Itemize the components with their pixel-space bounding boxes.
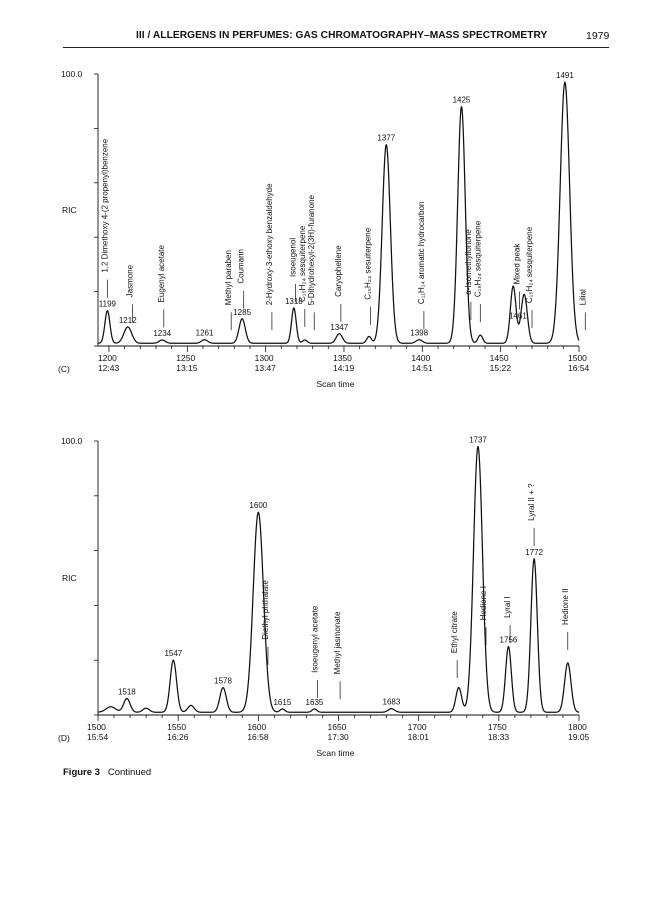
compound-annotation: 1,2 Dimethoxy 4-(2 propenyl)benzene: [100, 138, 110, 273]
peak-label: 1635: [305, 697, 324, 707]
peak-label: 1377: [377, 133, 396, 143]
x-tick-label-scan: 1650: [327, 722, 347, 732]
compound-annotation: Eugenyl acetate: [156, 245, 166, 303]
peak-label: 1547: [164, 649, 183, 659]
peak-label: 1285: [233, 307, 252, 317]
x-tick-label-scan: 1500: [568, 353, 587, 363]
peak-label: 1600: [249, 501, 268, 511]
peak-label: 1199: [98, 299, 117, 309]
x-tick-label-time: 13:15: [176, 363, 198, 373]
x-tick-label-time: 14:19: [332, 363, 355, 373]
compound-annotation: Hedione II: [560, 588, 570, 625]
x-tick-label-scan: 1700: [407, 722, 427, 732]
x-tick-label-scan: 1800: [568, 722, 587, 732]
caption-label: Figure 3: [63, 767, 100, 778]
compound-annotation: C₁₅H₂₄ sesquiterpene: [473, 220, 483, 298]
compound-annotation: Coumarin: [236, 248, 246, 284]
x-tick-label-time: 17:30: [327, 732, 349, 742]
peak-label: 1615: [273, 697, 292, 707]
compound-annotation: Methyl paraben: [224, 250, 234, 306]
peak-label: 1318: [284, 296, 303, 306]
panel-label: (C): [58, 364, 70, 374]
header-rule: [63, 47, 609, 48]
x-tick-label-time: 19:05: [568, 732, 590, 742]
peak-label: 1578: [214, 676, 232, 686]
x-tick-label-scan: 1550: [167, 722, 187, 732]
peak-label: 1261: [195, 328, 214, 338]
compound-annotation: Methyl jasmonate: [333, 611, 343, 675]
x-tick-label-time: 18:01: [407, 732, 429, 742]
compound-annotation: Ethyl citrate: [450, 611, 460, 654]
peak-label: 1212: [118, 315, 137, 325]
peak-label: 1398: [410, 328, 429, 338]
x-tick-label-time: 12:43: [97, 363, 120, 373]
peak-label: 1683: [382, 697, 401, 707]
x-tick-label-time: 15:22: [489, 363, 511, 373]
x-tick-label-time: 16:58: [247, 732, 269, 742]
compound-annotation: Lyral II + ?: [527, 483, 537, 521]
chromatogram-trace: [98, 82, 579, 343]
x-tick-label-time: 16:54: [568, 363, 590, 373]
compound-annotation: Mixed peak: [512, 243, 522, 285]
peak-label: 1461: [508, 311, 527, 321]
page-header: [0, 0, 668, 50]
compound-annotation: Isoeugenyl acetate: [310, 605, 320, 673]
running-header-title: III / ALLERGENS IN PERFUMES: GAS CHROMATOGRAPHY–MASS SPECTROMETRY: [136, 30, 548, 41]
chromatogram-panel-c: [0, 60, 668, 410]
compound-annotation: C₁₅H₂₄ sesquiterpene: [524, 226, 534, 304]
y-axis-label: RIC: [62, 573, 77, 583]
compound-annotation: Lilial: [578, 289, 588, 306]
chromatogram-panel-d: [0, 425, 668, 765]
compound-annotation: Lyral I: [503, 596, 513, 618]
compound-annotation: C₁₁H₁₄ aromatic hydrocarbon: [416, 201, 426, 305]
x-tick-label-scan: 1600: [247, 722, 267, 732]
compound-annotation: Isoeugenol: [288, 237, 298, 277]
peak-label: 1347: [330, 322, 349, 332]
caption-text: Continued: [107, 767, 152, 778]
peak-label: 1518: [117, 687, 136, 697]
figure-caption: [63, 767, 151, 778]
compound-annotation: 5-Dihydrohexyl-2(3H)-furanone: [307, 194, 317, 306]
x-tick-label-time: 16:26: [167, 732, 189, 742]
peak-label: 1756: [499, 635, 518, 645]
x-axis-label: Scan time: [316, 379, 355, 389]
x-tick-label-scan: 1450: [489, 353, 509, 363]
compound-annotation: 2-Hydroxy-3-ethoxy benzaldehyde: [264, 183, 274, 306]
x-tick-label-time: 15:54: [87, 732, 109, 742]
x-tick-label-scan: 1500: [87, 722, 106, 732]
compound-annotation: C₁₅H₂₄ sesuiterpene: [363, 227, 373, 300]
x-tick-label-scan: 1300: [254, 353, 274, 363]
x-tick-label-scan: 1200: [97, 353, 117, 363]
peak-label: 1491: [556, 71, 574, 81]
compound-annotation: α-Isomethylionone: [463, 229, 473, 295]
y-axis-label: RIC: [62, 205, 77, 215]
peak-label: 1425: [452, 95, 471, 105]
panel-label: (D): [58, 733, 70, 743]
y-max-label: 100.0: [61, 69, 83, 79]
compound-annotation: Caryophellene: [333, 245, 343, 297]
x-tick-label-scan: 1400: [411, 353, 431, 363]
peak-label: 1772: [525, 547, 544, 557]
compound-annotation: Jasmone: [125, 264, 135, 298]
peak-label: 1234: [153, 329, 172, 339]
compound-annotation: Diethyl phthalate: [260, 580, 270, 640]
y-max-label: 100.0: [61, 436, 83, 446]
x-tick-label-scan: 1250: [176, 353, 196, 363]
x-axis-label: Scan time: [316, 748, 355, 758]
x-tick-label-scan: 1750: [487, 722, 507, 732]
page-number: 1979: [586, 30, 610, 42]
x-tick-label-scan: 1350: [332, 353, 352, 363]
compound-annotation: C₁₅H₂₄ sesquiterpene: [297, 225, 307, 303]
compound-annotation: Hedione I: [479, 586, 489, 621]
x-tick-label-time: 18:33: [487, 732, 510, 742]
x-tick-label-time: 13:47: [254, 363, 276, 373]
peak-label: 1737: [469, 435, 487, 445]
x-tick-label-time: 14:51: [411, 363, 433, 373]
